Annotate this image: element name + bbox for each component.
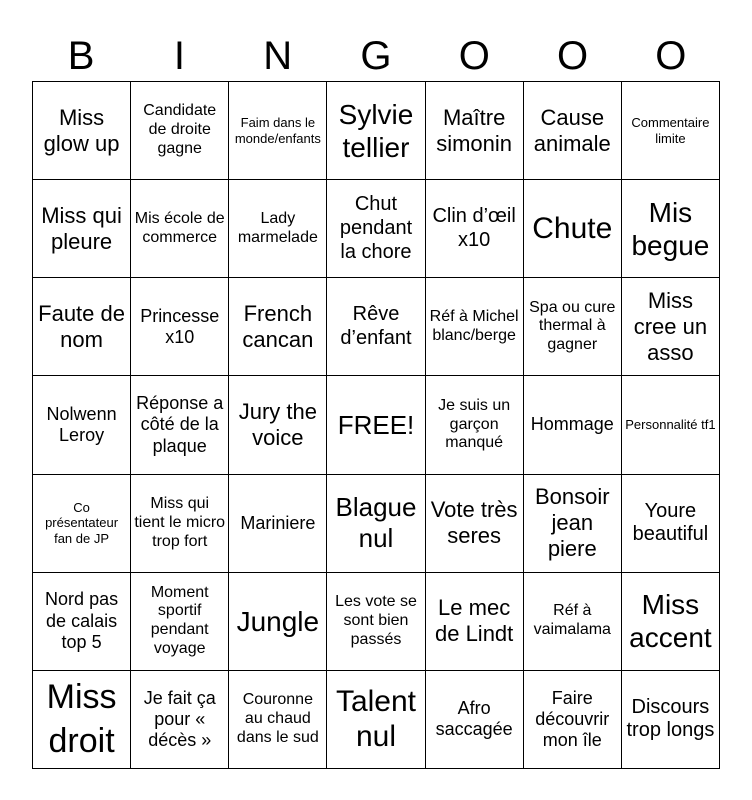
bingo-cell[interactable]: Co présentateur fan de JP	[33, 475, 131, 573]
bingo-cell[interactable]: Miss droit	[33, 671, 131, 769]
bingo-cell[interactable]: Nord pas de calais top 5	[33, 573, 131, 671]
header-letter: B	[67, 34, 95, 78]
bingo-cell[interactable]: Moment sportif pendant voyage	[131, 573, 229, 671]
bingo-cell[interactable]: Blague nul	[327, 475, 425, 573]
bingo-cell[interactable]: Le mec de Lindt	[426, 573, 524, 671]
bingo-cell[interactable]: Cause animale	[524, 82, 622, 180]
bingo-cell[interactable]: French cancan	[229, 278, 327, 376]
bingo-cell[interactable]: Discours trop longs	[622, 671, 720, 769]
header-letter: G	[360, 34, 392, 78]
bingo-cell[interactable]: Princesse x10	[131, 278, 229, 376]
bingo-cell[interactable]: Commentaire limite	[622, 82, 720, 180]
bingo-cell[interactable]: Hommage	[524, 376, 622, 474]
header-letter: O	[655, 34, 687, 78]
bingo-cell[interactable]: Nolwenn Leroy	[33, 376, 131, 474]
bingo-cell[interactable]: Chut pendant la chore	[327, 180, 425, 278]
bingo-cell[interactable]: Spa ou cure thermal à gagner	[524, 278, 622, 376]
bingo-cell[interactable]: Talent nul	[327, 671, 425, 769]
bingo-cell[interactable]: Jungle	[229, 573, 327, 671]
header-letter: O	[458, 34, 490, 78]
bingo-cell[interactable]: Rêve d’enfant	[327, 278, 425, 376]
header-letter: O	[556, 34, 589, 78]
header-letter: I	[173, 34, 185, 78]
bingo-cell[interactable]: Bonsoir jean piere	[524, 475, 622, 573]
bingo-cell[interactable]: Lady marmelade	[229, 180, 327, 278]
bingo-cell[interactable]: Réponse a côté de la plaque	[131, 376, 229, 474]
bingo-cell[interactable]: Mis école de commerce	[131, 180, 229, 278]
bingo-cell[interactable]: Vote très seres	[426, 475, 524, 573]
bingo-cell[interactable]: Mis begue	[622, 180, 720, 278]
bingo-cell[interactable]: Réf à Michel blanc/berge	[426, 278, 524, 376]
header-letter: N	[263, 34, 293, 78]
bingo-cell[interactable]: Afro saccagée	[426, 671, 524, 769]
bingo-cell[interactable]: Jury the voice	[229, 376, 327, 474]
bingo-cell[interactable]: Chute	[524, 180, 622, 278]
bingo-cell[interactable]: Miss cree un asso	[622, 278, 720, 376]
bingo-cell[interactable]: Je suis un garçon manqué	[426, 376, 524, 474]
bingo-cell[interactable]: Personnalité tf1	[622, 376, 720, 474]
bingo-cell[interactable]: Couronne au chaud dans le sud	[229, 671, 327, 769]
bingo-cell[interactable]: Faute de nom	[33, 278, 131, 376]
bingo-cell[interactable]: Candidate de droite gagne	[131, 82, 229, 180]
bingo-cell[interactable]: Miss qui tient le micro trop fort	[131, 475, 229, 573]
bingo-cell[interactable]: Miss qui pleure	[33, 180, 131, 278]
bingo-cell[interactable]: Youre beautiful	[622, 475, 720, 573]
bingo-grid	[32, 81, 720, 769]
bingo-cell[interactable]: Je fait ça pour « décès »	[131, 671, 229, 769]
bingo-cell[interactable]: Maître simonin	[426, 82, 524, 180]
bingo-cell[interactable]: Faire découvrir mon île	[524, 671, 622, 769]
bingo-cell[interactable]: Les vote se sont bien passés	[327, 573, 425, 671]
bingo-cell[interactable]: Miss glow up	[33, 82, 131, 180]
bingo-cell[interactable]: Sylvie tellier	[327, 82, 425, 180]
bingo-cell[interactable]: Clin d’œil x10	[426, 180, 524, 278]
bingo-header	[32, 30, 720, 82]
bingo-cell[interactable]: Mariniere	[229, 475, 327, 573]
bingo-cell[interactable]: Réf à vaimalama	[524, 573, 622, 671]
bingo-cell[interactable]: Miss accent	[622, 573, 720, 671]
free-cell[interactable]: FREE!	[327, 376, 425, 474]
bingo-cell[interactable]: Faim dans le monde/enfants	[229, 82, 327, 180]
